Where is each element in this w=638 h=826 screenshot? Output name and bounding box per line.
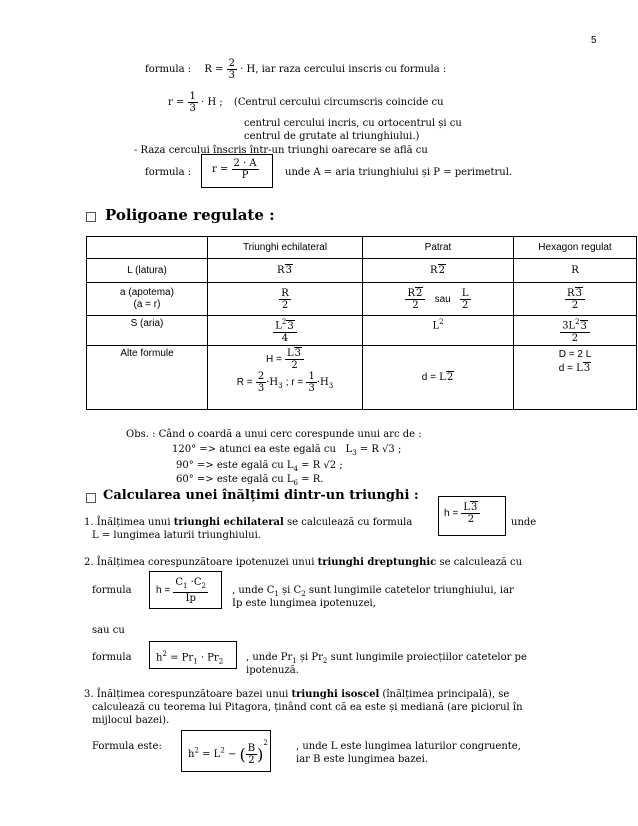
row-label-latura: L (latura) — [87, 259, 208, 283]
item-1-line-2: L = lungimea laturii triunghiului. — [92, 530, 261, 541]
note-line-3: centrul de grutate al triunghiului.) — [244, 131, 420, 142]
cell-L-hexagon: R — [514, 259, 637, 283]
item-2b-formula-label: formula — [92, 652, 132, 663]
item-3-desc-1: , unde L este lungimea laturilor congruente, — [296, 741, 521, 752]
h2-formula: $h^2 = Pr_1 \cdot Pr_2$ — [156, 650, 224, 666]
cell-S-patrat: $L^2$ — [363, 316, 514, 346]
h2-isoscel-formula: $h^2 = L^2$ − ( $\frac{B}{2}$ )$^2$ — [188, 739, 268, 766]
item-2-desc-1: , unde $C_1$ și $C_2$ sunt lungimile catetelor triunghiului, iar — [232, 585, 514, 598]
item-3-desc-2: iar B este lungimea bazei. — [296, 754, 428, 765]
item-2-line-1: 2. Înălțimea corespunzătoare ipotenuzei unui triunghi dreptunghic se calculează cu — [84, 557, 523, 568]
row-label-aria: S (aria) — [87, 316, 208, 346]
sau-cu: sau cu — [92, 625, 125, 636]
table-header-hexagon: Hexagon regulat — [514, 237, 637, 259]
obs-line-4: 60° => este egală cu $L_6 = R$. — [176, 474, 324, 487]
section-bullet-icon — [86, 212, 96, 222]
cell-a-triunghi: $\frac{R}{2}$ — [208, 283, 363, 316]
item-2b-desc-2: ipotenuză. — [246, 665, 299, 676]
item-2b-desc-1: , unde $Pr_1$ și $Pr_2$ sunt lungimile proiecțiilor catetelor pe — [246, 652, 527, 665]
section-title-inaltime: Calcularea unei înălțimi dintr-un triunghi : — [103, 488, 419, 503]
obs-line-2: 120° => atunci ea este egală cu $L_3 = R$ √3 ; — [172, 444, 402, 457]
item-1-line-1: 1. Înălțimea unui triunghi echilateral se calculează cu formula — [84, 517, 413, 528]
item-2-formula-label: formula — [92, 585, 132, 596]
cell-S-hexagon: $\frac{3L^23}{2}$ — [514, 316, 637, 346]
note-line-2: centrul cercului incris, cu ortocentrul și cu — [244, 118, 462, 129]
cell-L-patrat: R2 — [363, 259, 514, 283]
item-3-line-1: 3. Înălțimea corespunzătoare bazei unui triunghi isoscel (înălțimea principală), se — [84, 689, 510, 700]
item-3-line-3: mijlocul bazei). — [92, 715, 170, 726]
table-header-triunghi: Triunghi echilateral — [208, 237, 363, 259]
row-label-alte: Alte formule — [87, 346, 208, 410]
h-equilateral-formula: h = $\frac{L3}{2}$ — [444, 502, 480, 525]
h-ip-formula: h = $\frac{C_1 \cdot C_2}{Ip}$ — [156, 577, 206, 604]
formula2-label: formula : — [145, 167, 192, 178]
table-header-patrat: Patrat — [363, 237, 514, 259]
section-bullet-icon — [86, 493, 96, 503]
item-2-desc-2: Ip este lungimea ipotenuzei, — [232, 598, 376, 609]
item-3-line-2: calculează cu teorema lui Pitagora, ținând cont că ea este și mediană (are piciorul în — [92, 702, 523, 713]
obs-line-3: 90° => este egală cu $L_4 = R$ √2 ; — [176, 460, 343, 473]
r-formula: r = $\frac{2 \cdot A}{P}$ — [212, 158, 257, 181]
section-title-poligoane: Poligoane regulate : — [105, 206, 275, 224]
cell-L-triunghi: R3 — [208, 259, 363, 283]
row-label-apotema: a (apotema) (a = r) — [87, 283, 208, 316]
cell-S-triunghi: $\frac{L^23}{4}$ — [208, 316, 363, 346]
cell-alte-patrat: d = L2 — [363, 346, 514, 410]
page-number: 5 — [591, 35, 597, 46]
cell-a-hexagon: $\frac{R3}{2}$ — [514, 283, 637, 316]
cell-a-patrat: $\frac{R2}{2}$ sau $\frac{L}{2}$ — [363, 283, 514, 316]
dash-line: - Raza cercului înscris într-un triunghi oarecare se află cu — [134, 145, 428, 156]
obs-line-1: Obs. : Când o coardă a unui cerc corespunde unui arc de : — [126, 429, 422, 440]
r-description: unde A = aria triunghiului și P = perimetrul. — [285, 167, 513, 178]
table-header-empty — [87, 237, 208, 259]
formula-este: Formula este: — [92, 741, 162, 752]
formula-line-r: r = $\frac{1}{3}$ · H ; (Centrul cercului circumscris coincide cu — [168, 91, 444, 114]
cell-alte-hexagon: D = 2 L d = L3 — [514, 346, 637, 410]
item-1-unde: unde — [511, 517, 537, 528]
cell-alte-triunghi: H = $\frac{L3}{2}$ R = $\frac{2}{3}$ $\cdot H_3$ ; r = $\frac{1}{3}$ $\cdot H_3$ — [208, 346, 363, 410]
polygon-table — [86, 236, 637, 410]
formula-line-R: formula : R = $\frac{2}{3}$ · H, iar raza cercului inscris cu formula : — [145, 58, 447, 81]
